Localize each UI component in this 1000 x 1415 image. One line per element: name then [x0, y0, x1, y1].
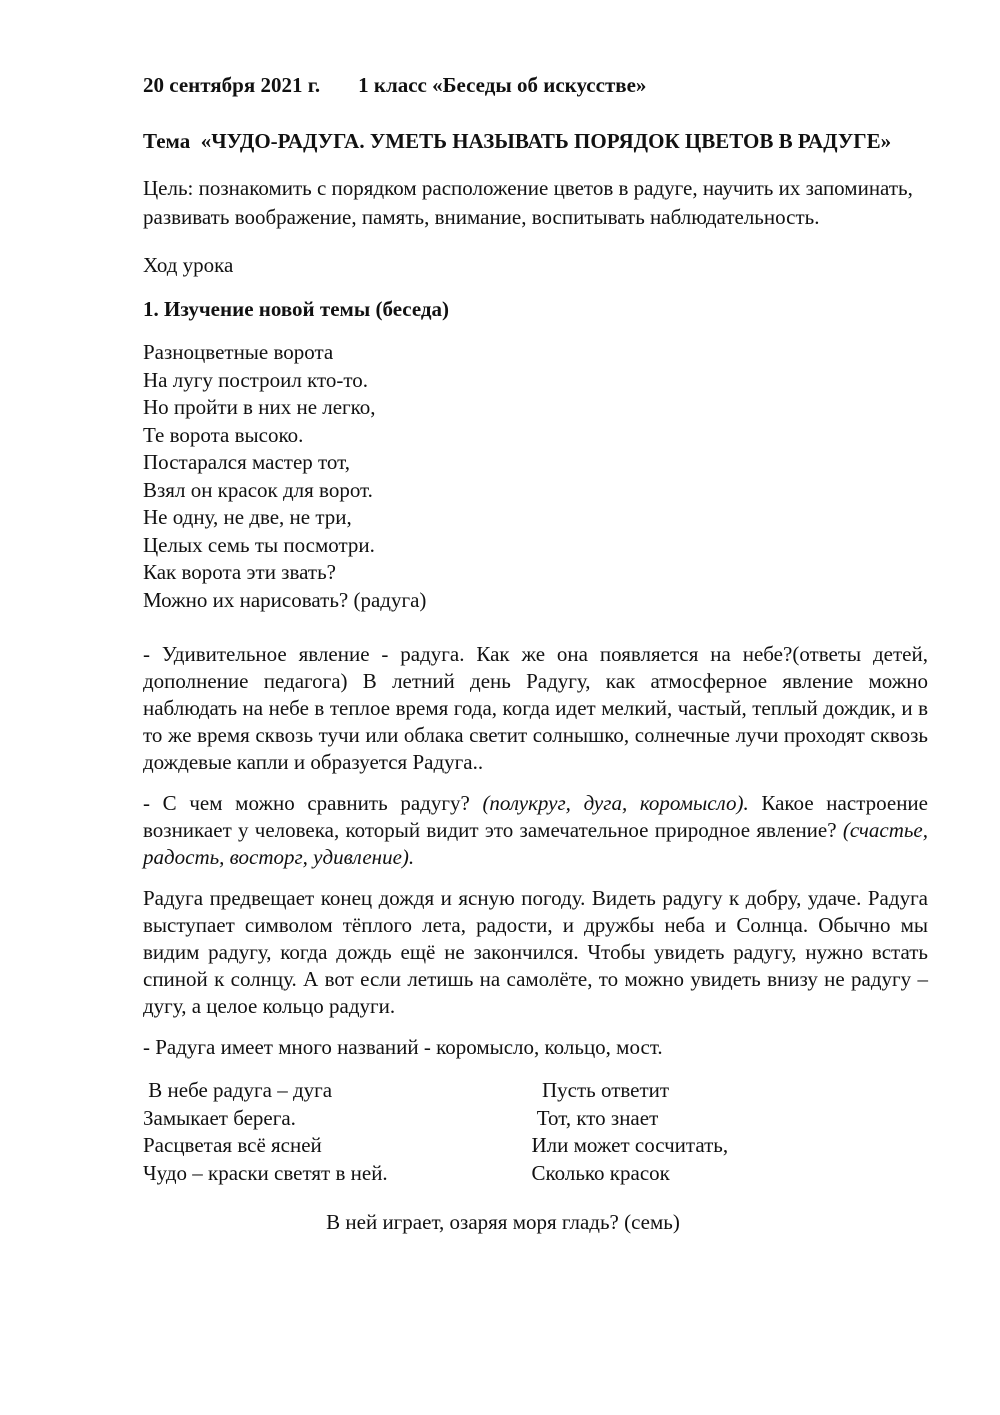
lesson-class: 1 класс «Беседы об искусстве» — [358, 73, 647, 97]
paragraph-meaning: Радуга предвещает конец дождя и ясную погоду. Видеть радугу к добру, удаче. Радуга выступает символом тёплого лета, радости, и дружбы неба и Солнца. Обычно мы видим радугу, когда дождь ещё не закончился. Чтобы увидеть радугу, нужно встать спиной к солнцу. А вот если летишь на самолёте, то можно увидеть внизу не радугу – дугу, а целое кольцо радуги. — [143, 886, 928, 1018]
course-heading: Ход урока — [143, 253, 234, 277]
poem-line: Разноцветные ворота — [143, 340, 334, 364]
lesson-goal: Цель: познакомить с порядком расположение цветов в радуге, научить их запоминать, развивать воображение, память, внимание, воспитывать наблюдательность. — [143, 176, 913, 229]
poem-line: Целых семь ты посмотри. — [143, 532, 375, 557]
mood-question: Какое настроение возникает у человека, который видит это замечательное природное явление? — [143, 791, 928, 842]
poem-line: Чудо – краски светят в ней. — [143, 1160, 388, 1185]
poem-line: Замыкает берега. — [143, 1105, 296, 1130]
paragraph-names: - Радуга имеет много названий - коромысло, кольцо, мост. — [143, 1035, 663, 1059]
lesson-topic — [143, 126, 913, 156]
poem-line: Как ворота эти звать? — [143, 560, 336, 584]
poem-column-left — [143, 1077, 521, 1187]
paragraph-compare — [143, 790, 928, 871]
poem-line: Пусть ответит — [521, 1078, 670, 1102]
compare-question: - С чем можно сравнить радугу? — [143, 791, 483, 815]
poem-line: Не одну, не две, не три, — [143, 505, 352, 529]
lesson-header — [143, 72, 933, 99]
two-column-poem — [143, 1077, 933, 1187]
poem-line: Сколько красок — [521, 1160, 670, 1185]
poem-line: На лугу построил кто-то. — [143, 367, 369, 392]
poem-line: Или может сосчитать, — [521, 1133, 729, 1157]
lesson-date: 20 сентября 2021 г. — [143, 73, 321, 97]
poem-line: Постарался мастер тот, — [143, 450, 350, 474]
poem-line: Те ворота высоко. — [143, 422, 304, 447]
compare-answer: (полукруг, дуга, коромысло). — [482, 791, 749, 815]
mood-answer: (счастье, радость, восторг, удивление). — [143, 818, 928, 869]
poem-last-line: В ней играет, озаряя моря гладь? (семь) — [326, 1210, 680, 1234]
poem-line: Но пройти в них не легко, — [143, 395, 376, 419]
poem-line: Взял он красок для ворот. — [143, 477, 373, 502]
poem-line: Можно их нарисовать? (радуга) — [143, 587, 427, 612]
topic-label: Тема — [143, 129, 191, 153]
poem-line: Расцветая всё ясней — [143, 1133, 322, 1157]
poem-column-right — [521, 1077, 921, 1187]
poem-line: В небе радуга – дуга — [143, 1078, 333, 1102]
riddle-poem — [143, 339, 933, 614]
section-heading: 1. Изучение новой темы (беседа) — [143, 297, 450, 321]
document-page — [143, 68, 933, 1236]
poem-line: Тот, кто знает — [521, 1105, 659, 1130]
paragraph-phenomenon: - Удивительное явление - радуга. Как же она появляется на небе?(ответы детей, дополнение педагога) В летний день Радугу, как атмосферное явление можно наблюдать на небе в теплое время года, когда идет мелкий, частый, теплый дождик, и в то же время сквозь тучи или облака светит солнышко, солнечные лучи проходят сквозь дождевые капли и образуется Радуга.. — [143, 642, 928, 774]
topic-text: «ЧУДО-РАДУГА. УМЕТЬ НАЗЫВАТЬ ПОРЯДОК ЦВЕТОВ В РАДУГЕ» — [200, 129, 892, 153]
